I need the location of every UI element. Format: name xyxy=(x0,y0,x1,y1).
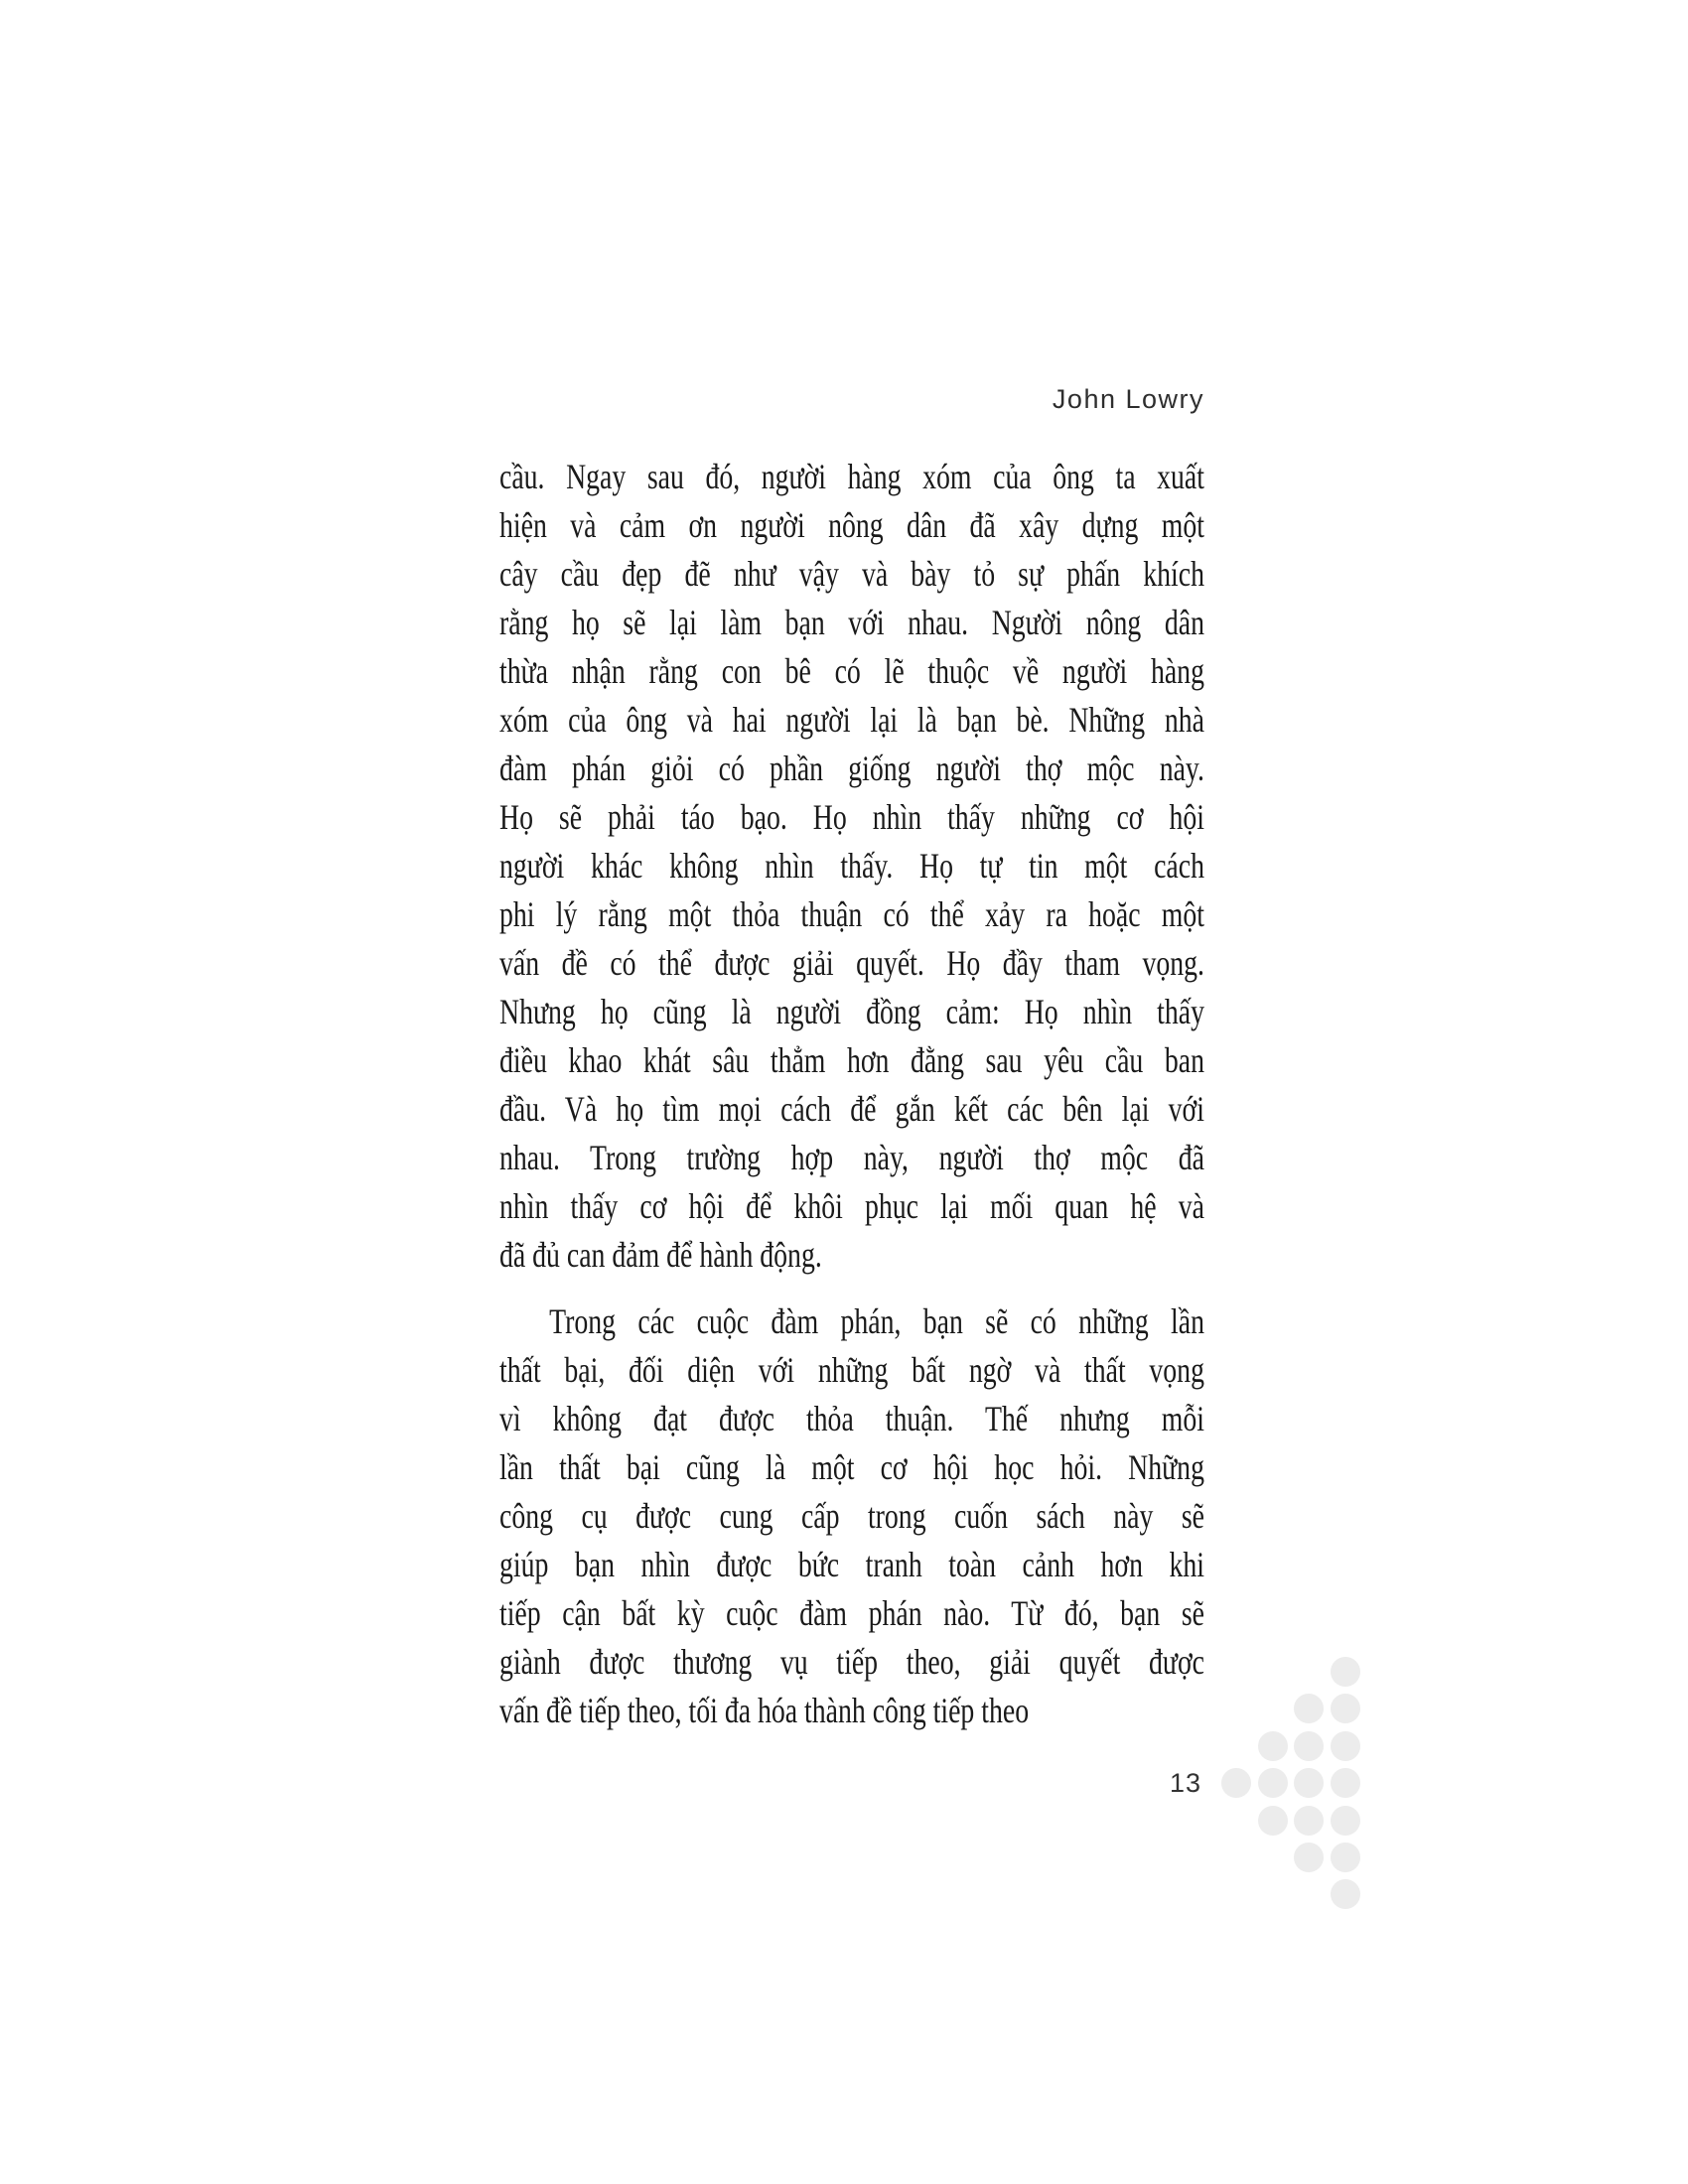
body-text-line: giúp bạn nhìn được bức tranh toàn cảnh hơn khi xyxy=(499,1545,1204,1584)
dot xyxy=(1221,1768,1251,1798)
paragraph xyxy=(499,453,1206,1280)
dot xyxy=(1331,1806,1360,1836)
dot xyxy=(1331,1657,1360,1687)
body-text-line: đầu. Và họ tìm mọi cách để gắn kết các bên lại với xyxy=(499,1089,1204,1129)
dot xyxy=(1331,1843,1360,1872)
dot xyxy=(1331,1879,1360,1909)
body-text-line: Trong các cuộc đàm phán, bạn sẽ có những lần xyxy=(549,1301,1204,1341)
dot xyxy=(1331,1694,1360,1723)
body-text-line: Nhưng họ cũng là người đồng cảm: Họ nhìn thấy xyxy=(499,992,1204,1031)
dot xyxy=(1258,1806,1288,1836)
dot xyxy=(1331,1768,1360,1798)
body-text-line: thất bại, đối diện với những bất ngờ và thất vọng xyxy=(499,1350,1204,1390)
body-text-line: Họ sẽ phải táo bạo. Họ nhìn thấy những cơ hội xyxy=(499,797,1204,837)
body-text-line: nhau. Trong trường hợp này, người thợ mộc đã xyxy=(499,1138,1204,1177)
dot xyxy=(1331,1731,1360,1761)
dot xyxy=(1294,1806,1324,1836)
body-text-line: đã đủ can đảm để hành động. xyxy=(499,1235,822,1275)
running-header-author: John Lowry xyxy=(1052,384,1204,414)
dot xyxy=(1258,1768,1288,1798)
body-text-line: rằng họ sẽ lại làm bạn với nhau. Người nông dân xyxy=(499,603,1204,642)
paragraph xyxy=(499,1297,1206,1735)
body-text-line: điều khao khát sâu thẳm hơn đằng sau yêu cầu ban xyxy=(499,1040,1204,1080)
body-text-line: vấn đề tiếp theo, tối đa hóa thành công tiếp theo xyxy=(499,1691,1030,1730)
text-block xyxy=(499,453,1206,1735)
body-text-line: công cụ được cung cấp trong cuốn sách này sẽ xyxy=(499,1496,1204,1536)
body-text-line: xóm của ông và hai người lại là bạn bè. Những nhà xyxy=(499,700,1204,740)
body-text-line: lần thất bại cũng là một cơ hội học hỏi. Những xyxy=(499,1447,1204,1487)
dot xyxy=(1294,1843,1324,1872)
body-text-line: nhìn thấy cơ hội để khôi phục lại mối quan hệ và xyxy=(499,1186,1204,1226)
dot-arrow-decoration xyxy=(1221,1657,1365,1925)
body-text-line: giành được thương vụ tiếp theo, giải quyết được xyxy=(499,1642,1204,1682)
page-number: 13 xyxy=(1169,1768,1201,1798)
body-text-line: vì không đạt được thỏa thuận. Thế nhưng mỗi xyxy=(499,1399,1204,1438)
body-text-line: thừa nhận rằng con bê có lẽ thuộc về người hàng xyxy=(499,651,1204,691)
dot xyxy=(1294,1731,1324,1761)
body-text-line: phi lý rằng một thỏa thuận có thể xảy ra hoặc một xyxy=(499,894,1204,934)
body-text-line: đàm phán giỏi có phần giống người thợ mộc này. xyxy=(499,749,1204,788)
body-text-line: hiện và cảm ơn người nông dân đã xây dựng một xyxy=(499,505,1204,545)
dot xyxy=(1294,1768,1324,1798)
body-text-line: người khác không nhìn thấy. Họ tự tin một cách xyxy=(499,846,1204,886)
dot xyxy=(1258,1731,1288,1761)
body-text-line: cây cầu đẹp đẽ như vậy và bày tỏ sự phấn khích xyxy=(499,554,1204,594)
body-text-line: tiếp cận bất kỳ cuộc đàm phán nào. Từ đó, bạn sẽ xyxy=(499,1593,1204,1633)
body-text-line: vấn đề có thể được giải quyết. Họ đầy tham vọng. xyxy=(499,943,1204,983)
dot xyxy=(1294,1694,1324,1723)
body-text-line: cầu. Ngay sau đó, người hàng xóm của ông ta xuất xyxy=(499,457,1204,496)
